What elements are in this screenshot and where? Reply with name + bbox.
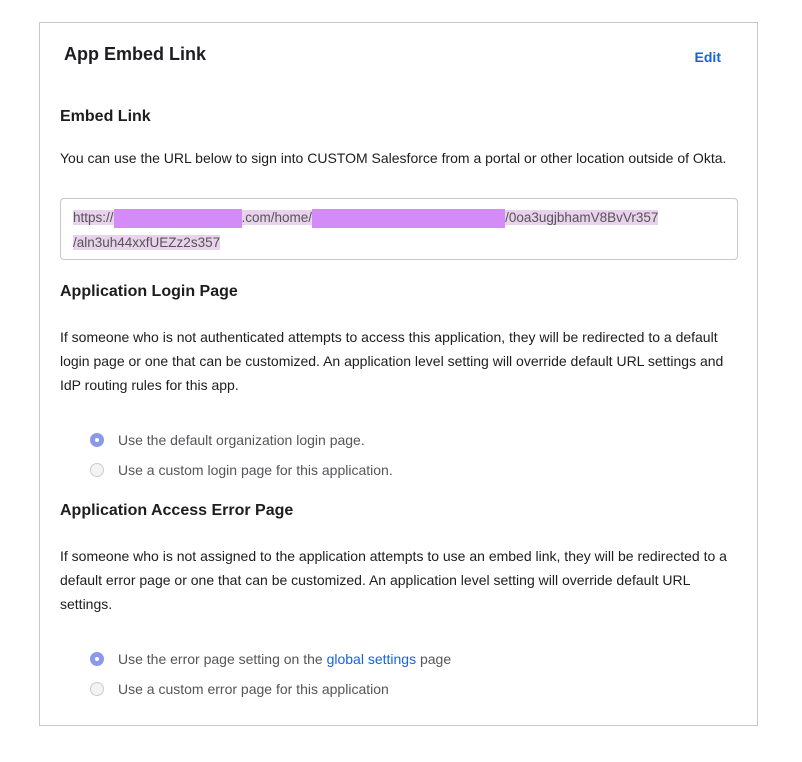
login-page-heading: Application Login Page [60,283,238,300]
url-prefix: https:// [73,210,114,225]
redaction [114,209,242,228]
radio-label: Use a custom login page for this application. [118,462,393,478]
login-page-description: If someone who is not authenticated attempts to access this application, they will be redirected to a default login page or one that can be customized. An application level setting will override default URL settings and IdP routing rules for this app. [60,329,724,393]
radio-unselected-icon [90,682,104,696]
radio-custom-error[interactable] [90,681,389,697]
radio-label: Use the default organization login page. [118,432,365,448]
global-settings-link[interactable]: global settings [326,651,417,667]
radio-label: Use a custom error page for this application [118,681,389,697]
url-mid: .com/home/ [241,210,313,225]
url-tail: /0oa3ugjbhamV8BvVr357 [505,210,659,225]
radio-unselected-icon [90,463,104,477]
panel-title: App Embed Link [64,44,207,64]
edit-button[interactable]: Edit [694,49,721,65]
error-page-description: If someone who is not assigned to the application attempts to use an embed link, they will be redirected to a default error page or one that can be customized. An application level setting will override default URL settings. [60,548,727,612]
embed-link-description: You can use the URL below to sign into CUSTOM Salesforce from a portal or other location outside of Okta. [60,150,727,166]
redaction [312,209,505,228]
error-page-heading: Application Access Error Page [60,502,294,519]
radio-selected-icon [90,433,104,447]
radio-global-error[interactable] [90,651,451,667]
embed-url-field[interactable] [60,198,738,260]
radio-custom-login[interactable] [90,462,393,478]
radio-default-login[interactable] [90,432,365,448]
app-embed-link-panel [39,22,758,726]
radio-label: Use the error page setting on the [118,651,327,667]
url-line2: /aln3uh44xxfUEZz2s357 [73,235,221,250]
radio-label-end: page [416,651,452,667]
radio-selected-icon [90,652,104,666]
embed-link-heading: Embed Link [60,108,151,125]
